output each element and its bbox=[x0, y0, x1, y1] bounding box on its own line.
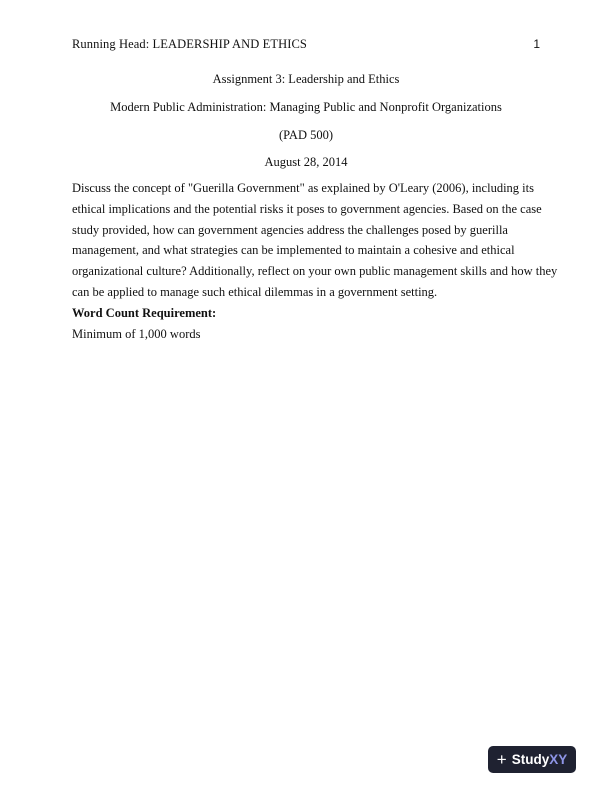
plus-icon: + bbox=[496, 750, 507, 769]
running-head: Running Head: LEADERSHIP AND ETHICS bbox=[72, 37, 307, 51]
brand-main: Study bbox=[511, 752, 550, 767]
brand-accent: XY bbox=[549, 752, 568, 767]
word-count-heading: Word Count Requirement: bbox=[72, 305, 217, 320]
prompt-line: Discuss the concept of "Guerilla Government" as explained by O'Leary (2006), including its bbox=[72, 181, 534, 195]
page-number: 1 bbox=[533, 37, 540, 51]
assignment-prompt bbox=[72, 178, 558, 344]
word-count-value: Minimum of 1,000 words bbox=[72, 326, 201, 341]
prompt-paragraph bbox=[72, 178, 558, 303]
course-code: (PAD 500) bbox=[278, 128, 334, 142]
prompt-line: study provided, how can government agencies address the challenges posed by guerilla bbox=[72, 222, 508, 237]
prompt-line: can be applied to manage such ethical dilemmas in a government setting. bbox=[72, 284, 438, 299]
assignment-title: Assignment 3: Leadership and Ethics bbox=[212, 72, 400, 86]
brand-name bbox=[512, 752, 568, 767]
studyxy-badge[interactable] bbox=[488, 746, 576, 773]
course-title: Modern Public Administration: Managing Public and Nonprofit Organizations bbox=[110, 100, 502, 114]
document-date: August 28, 2014 bbox=[264, 155, 348, 169]
prompt-line: ethical implications and the potential risks it poses to government agencies. Based on the case bbox=[72, 201, 542, 216]
prompt-line: organizational culture? Additionally, reflect on your own public management skills and how they bbox=[72, 264, 558, 279]
prompt-line: management, and what strategies can be implemented to maintain a cohesive and ethical bbox=[72, 243, 515, 258]
